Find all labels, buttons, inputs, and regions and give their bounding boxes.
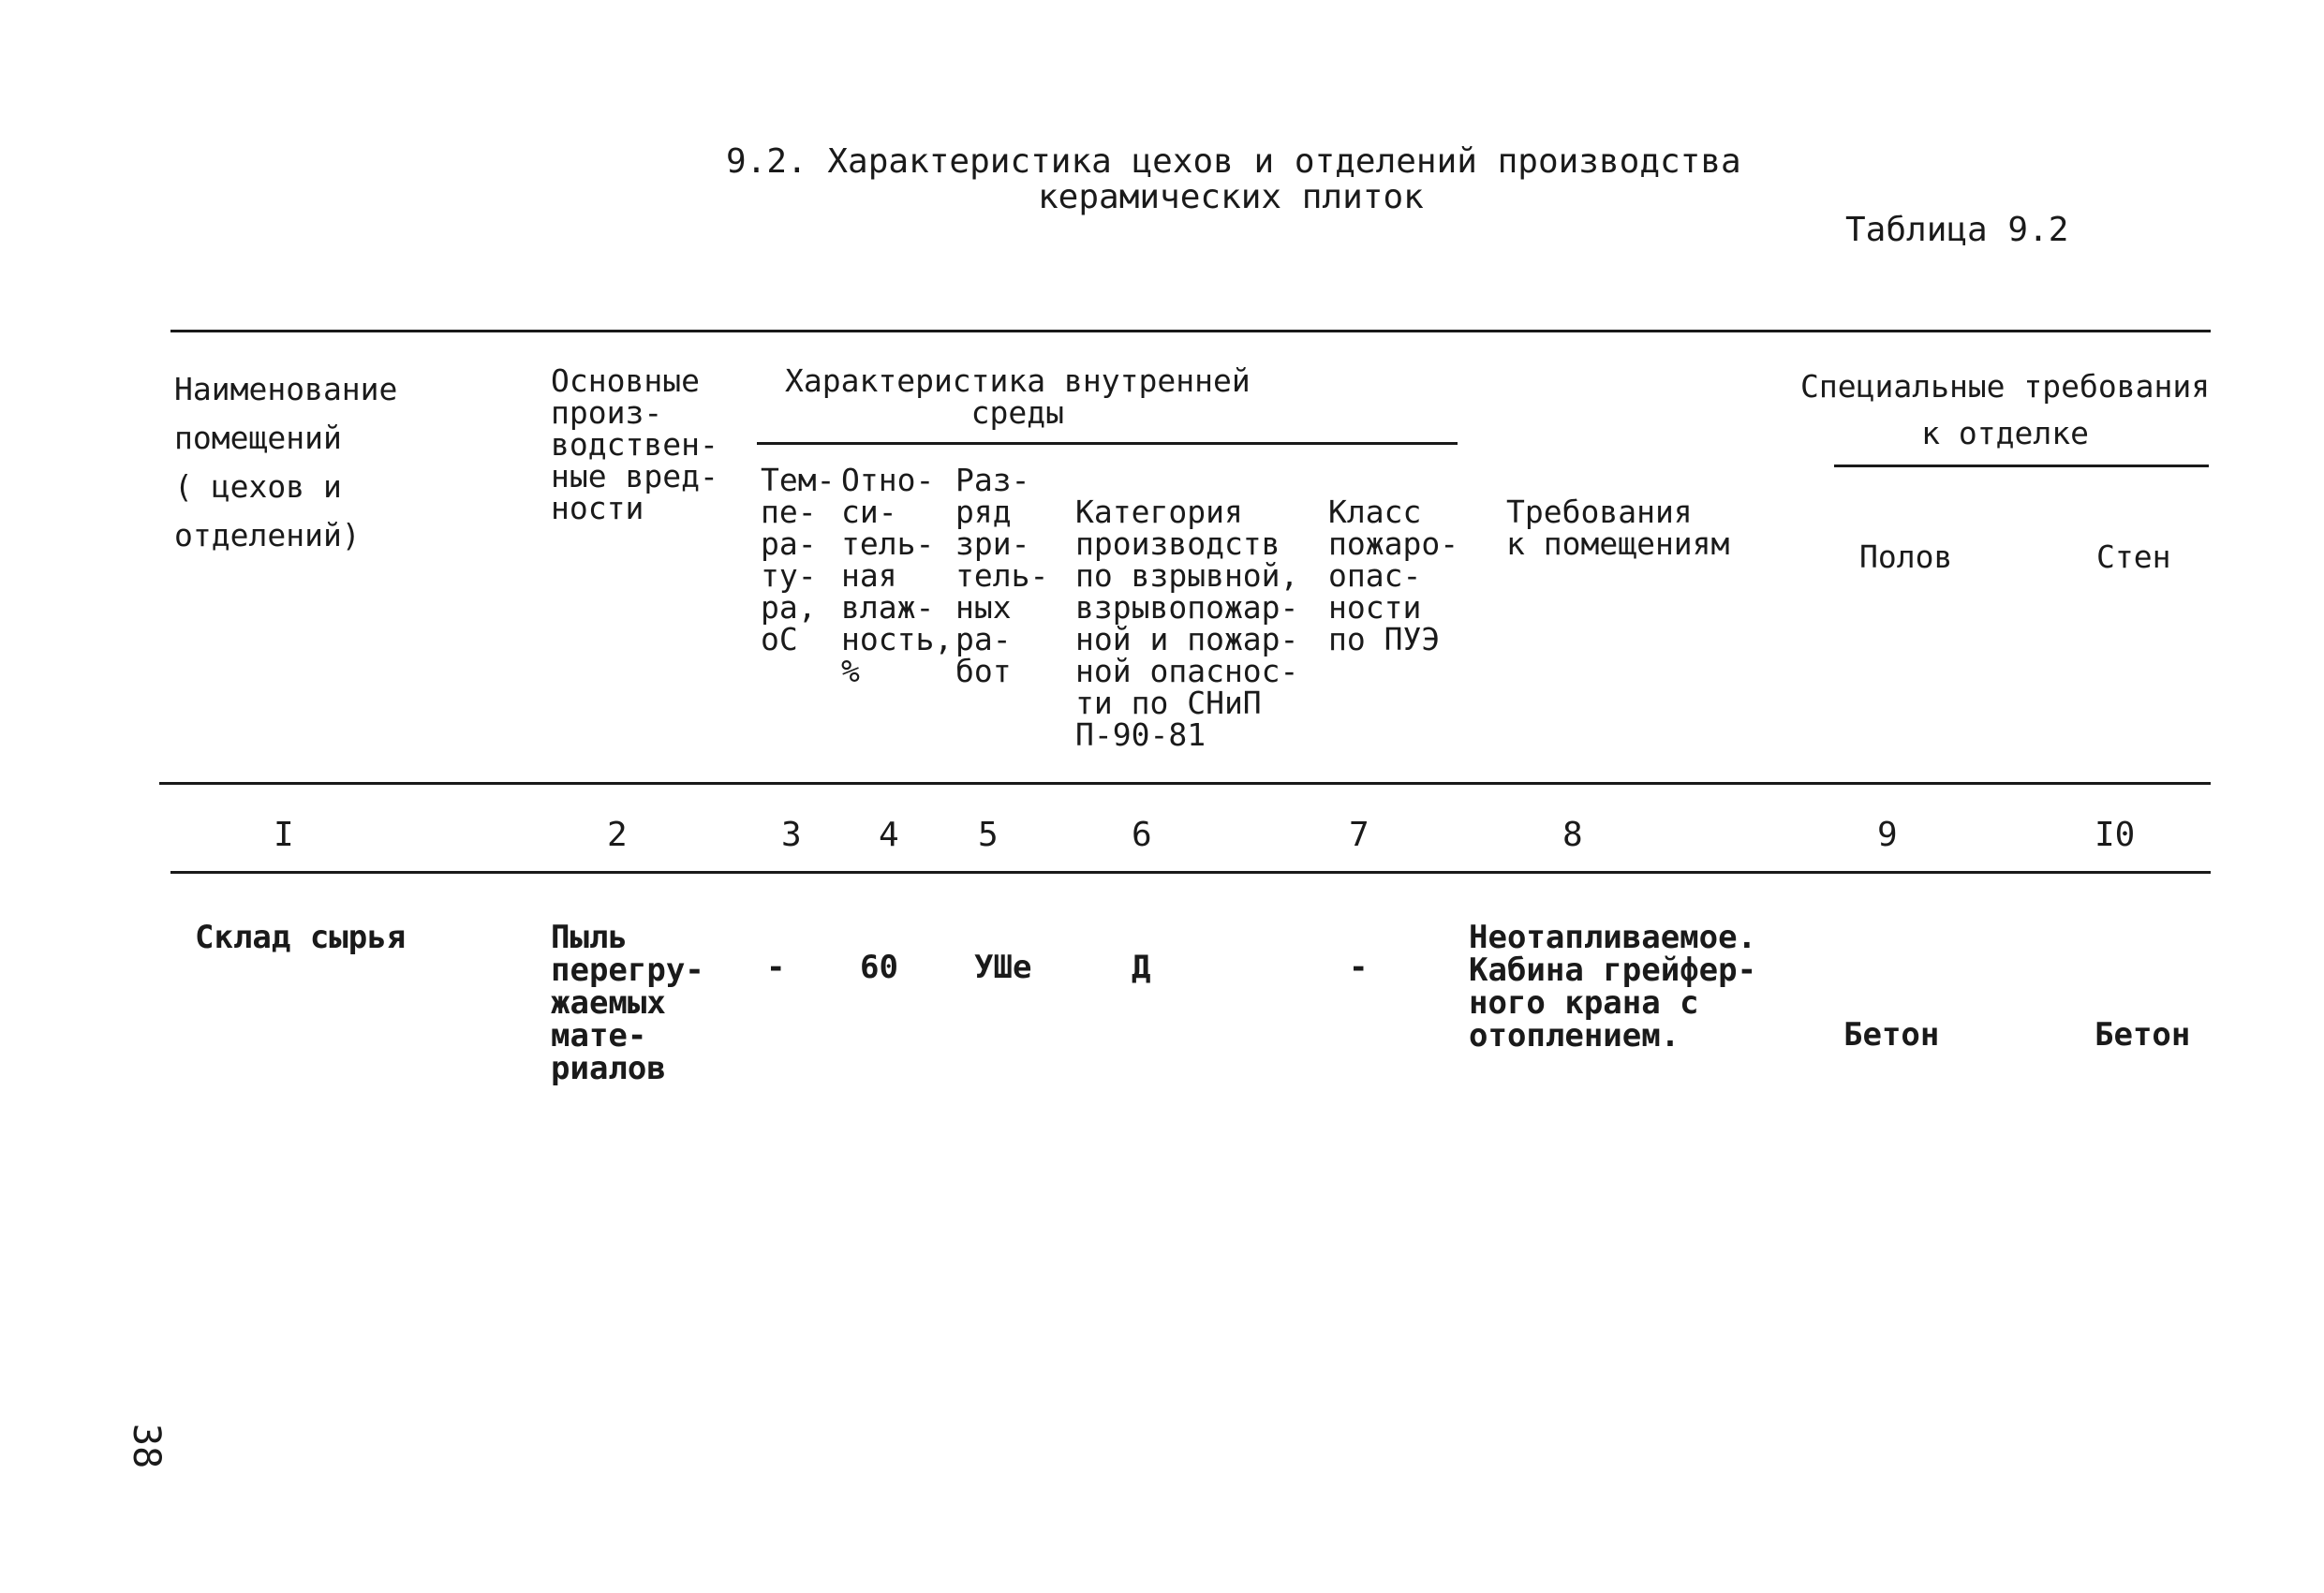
column-number-8: 8 — [1562, 816, 1583, 854]
header-walls: Стен — [2096, 538, 2171, 575]
special-group-rule — [1834, 465, 2209, 467]
column-number-7: 7 — [1349, 816, 1369, 854]
header-temperature: Тем- пе- ра- ту- ра, оС — [761, 462, 836, 657]
cell-fire-class: - — [1349, 949, 1369, 986]
document-title-line1: 9.2. Характеристика цехов и отделений производства — [726, 142, 1741, 181]
column-number-9: 9 — [1877, 816, 1898, 854]
header-category: Категория производств по взрывной, взрывопожар- ной и пожар- ной опаснос- ти по СНиП П-90-81 — [1075, 494, 1299, 753]
cell-hazards: Пыль перегру- жаемых мате- риалов — [551, 919, 704, 1087]
header-hazards: Основные произ- водствен- ные вред- ности — [551, 362, 718, 526]
page-number: 38 — [125, 1423, 168, 1469]
header-fire-class: Класс пожаро- опас- ности по ПУЭ — [1328, 494, 1459, 657]
table-top-rule — [170, 330, 2211, 332]
cell-floors: Бетон — [1843, 1016, 1940, 1054]
header-floors: Полов — [1859, 538, 1953, 575]
column-number-2: 2 — [607, 816, 628, 854]
header-internal-environment: Характеристика внутренней среды — [785, 362, 1251, 431]
column-number-1: I — [274, 816, 294, 854]
column-number-10: I0 — [2095, 816, 2136, 854]
cell-walls: Бетон — [2095, 1016, 2191, 1054]
cell-room-name: Склад сырья — [195, 919, 407, 956]
header-bottom-rule — [159, 782, 2211, 785]
column-number-3: 3 — [781, 816, 802, 854]
env-group-rule — [757, 442, 1458, 445]
column-numbers-rule — [170, 871, 2211, 874]
column-number-6: 6 — [1132, 816, 1152, 854]
cell-category: Д — [1132, 949, 1151, 986]
column-number-4: 4 — [879, 816, 899, 854]
header-room-name: Наименование помещений ( цехов и отделений) — [174, 371, 398, 553]
cell-temperature: - — [766, 949, 786, 986]
header-special-finish: Специальные требования к отделке — [1800, 368, 2211, 451]
document-title-line2: керамических плиток — [1038, 178, 1424, 216]
column-number-5: 5 — [978, 816, 999, 854]
header-room-requirements: Требования к помещениям — [1506, 494, 1730, 562]
table-label: Таблица 9.2 — [1845, 211, 2069, 249]
header-humidity: Отно- си- тель- ная влаж- ность, % — [841, 462, 954, 689]
cell-requirements: Неотапливаемое. Кабина грейфер- ного крана с отоплением. — [1469, 919, 1757, 1055]
header-visual-work: Раз- ряд зри- тель- ных ра- бот — [955, 462, 1049, 689]
cell-humidity: 60 — [860, 949, 898, 986]
cell-visual-work: УШе — [974, 949, 1032, 986]
